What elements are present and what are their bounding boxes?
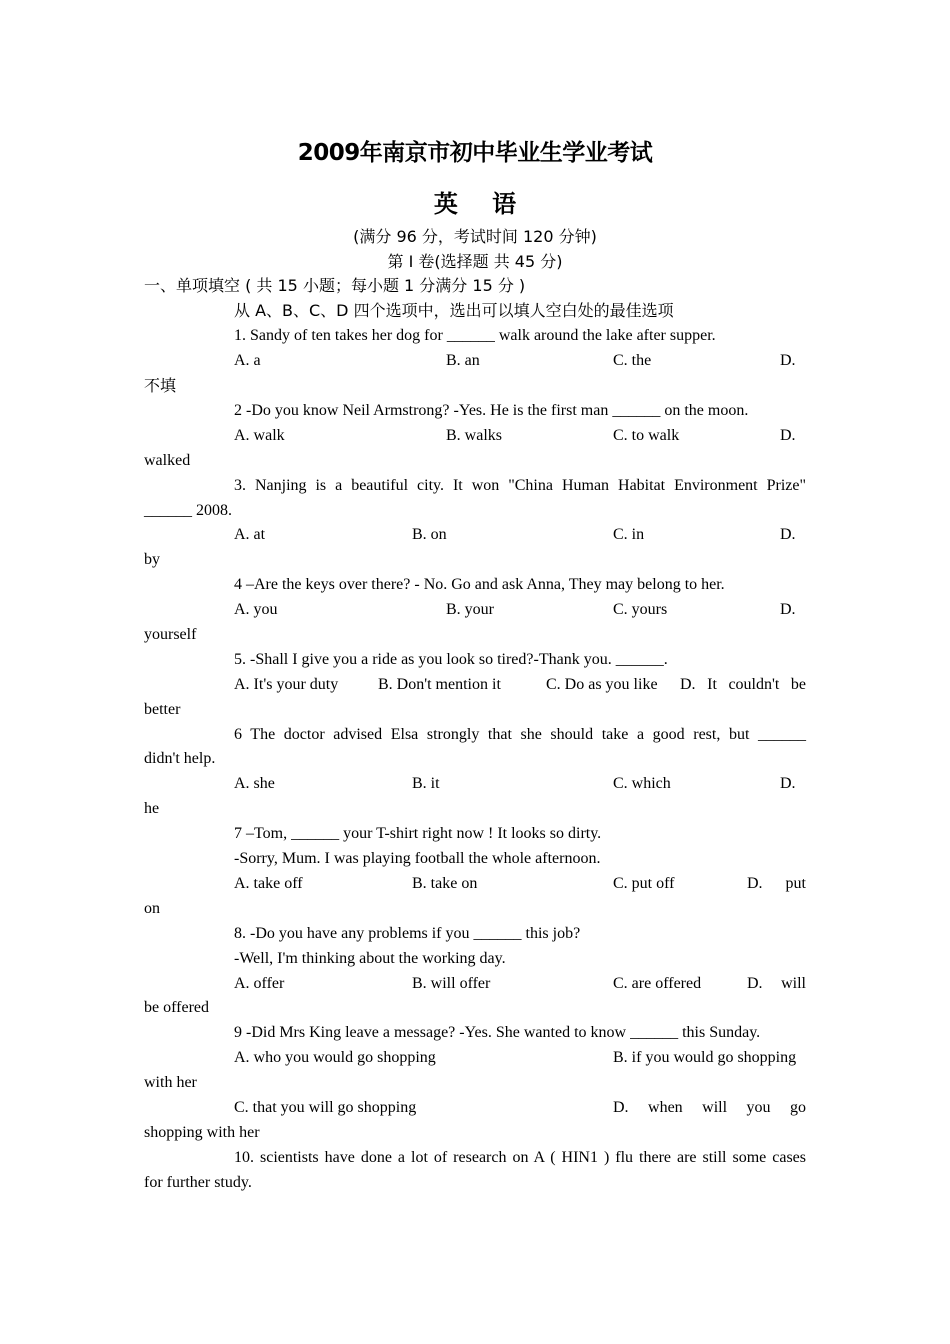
question-2-stem: 2 -Do you know Neil Armstrong? -Yes. He is the first man ______ on the moon.	[234, 402, 749, 419]
question-2-option-a: A. walk	[234, 427, 285, 444]
question-5-stem: 5. -Shall I give you a ride as you look so tired?-Thank you. ______.	[234, 651, 668, 668]
question-6-option-b: B. it	[412, 775, 440, 792]
question-5-option-c: C. Do as you like	[546, 676, 658, 693]
question-2-option-b: B. walks	[446, 427, 502, 444]
question-10-stem-line1: 10. scientists have done a lot of research on A ( HIN1 ) flu there are still some cases	[234, 1149, 806, 1166]
question-5-option-d-cont: better	[144, 701, 181, 718]
question-8-stem-line2: -Well, I'm thinking about the working day.	[234, 950, 506, 967]
question-4-option-d-cont: yourself	[144, 626, 197, 643]
question-3-option-c: C. in	[613, 526, 645, 543]
exam-title: 2009年南京市初中毕业生学业考试	[297, 140, 653, 166]
question-1-option-c: C. the	[613, 352, 652, 369]
question-2-option-c: C. to walk	[613, 427, 680, 444]
question-4-option-d: D.	[780, 601, 796, 618]
question-6-option-a: A. she	[234, 775, 275, 792]
question-9-option-a: A. who you would go shopping	[234, 1049, 436, 1066]
question-6-stem-line1: 6 The doctor advised Elsa strongly that she should take a good rest, but ______	[234, 726, 806, 743]
question-7-option-a: A. take off	[234, 875, 303, 892]
question-9-option-d-cont: shopping with her	[144, 1124, 260, 1141]
question-4-option-b: B. your	[446, 601, 494, 618]
question-4-stem: 4 –Are the keys over there? - No. Go and ask Anna, They may belong to her.	[234, 576, 725, 593]
question-5-option-b: B. Don't mention it	[378, 676, 501, 693]
question-1-option-d-cont: 不填	[144, 376, 177, 395]
question-8-option-b: B. will offer	[412, 975, 491, 992]
section-instruction: 从 A、B、C、D 四个选项中，选出可以填人空白处的最佳选项	[234, 301, 674, 320]
question-8-stem-line1: 8. -Do you have any problems if you ______ this job?	[234, 925, 581, 942]
question-9-option-b: B. if you would go shopping	[613, 1049, 797, 1066]
question-7-option-b: B. take on	[412, 875, 478, 892]
question-2-option-d: D.	[780, 427, 796, 444]
question-3-option-d-cont: by	[144, 551, 160, 568]
section-heading: 一、单项填空 ( 共 15 小题；每小题 1 分满分 15 分 )	[144, 276, 526, 295]
question-9-option-d: D. when will you go	[613, 1099, 806, 1116]
question-6-option-d-cont: he	[144, 800, 160, 817]
question-5-option-a: A. It's your duty	[234, 676, 339, 693]
subject-title: 英 语	[433, 190, 517, 218]
question-6-option-d: D.	[780, 775, 796, 792]
question-9-option-b-cont: with her	[144, 1074, 197, 1091]
score-info: (满分 96 分，考试时间 120 分钟)	[353, 227, 597, 246]
question-6-stem-line2: didn't help.	[144, 750, 216, 767]
question-7-stem-line1: 7 –Tom, ______ your T-shirt right now ! It looks so dirty.	[234, 825, 602, 842]
question-3-option-a: A. at	[234, 526, 266, 543]
question-8-option-d: D. will	[747, 975, 806, 992]
question-3-option-b: B. on	[412, 526, 447, 543]
question-7-option-d-cont: on	[144, 900, 160, 917]
question-8-option-c: C. are offered	[613, 975, 702, 992]
question-7-option-d: D. put	[747, 875, 806, 892]
question-10-stem-line2: for further study.	[144, 1174, 252, 1191]
question-8-option-a: A. offer	[234, 975, 285, 992]
question-3-stem-line2: ______ 2008.	[144, 502, 232, 519]
question-1-option-a: A. a	[234, 352, 261, 369]
question-6-option-c: C. which	[613, 775, 671, 792]
question-1-option-b: B. an	[446, 352, 480, 369]
question-4-option-a: A. you	[234, 601, 278, 618]
volume-info: 第 I 卷(选择题 共 45 分)	[387, 252, 563, 271]
question-2-option-d-cont: walked	[144, 452, 191, 469]
question-5-option-d: D. It couldn't be	[680, 676, 806, 693]
question-3-option-d: D.	[780, 526, 796, 543]
question-7-stem-line2: -Sorry, Mum. I was playing football the whole afternoon.	[234, 850, 601, 867]
question-8-option-d-cont: be offered	[144, 999, 209, 1016]
question-4-option-c: C. yours	[613, 601, 668, 618]
question-7-option-c: C. put off	[613, 875, 675, 892]
question-9-option-c: C. that you will go shopping	[234, 1099, 417, 1116]
question-1-stem: 1. Sandy of ten takes her dog for ______ walk around the lake after supper.	[234, 327, 716, 344]
question-1-option-d: D.	[780, 352, 796, 369]
question-9-stem: 9 -Did Mrs King leave a message? -Yes. She wanted to know ______ this Sunday.	[234, 1024, 761, 1041]
question-3-stem-line1: 3. Nanjing is a beautiful city. It won "China Human Habitat Environment Prize"	[234, 477, 806, 494]
